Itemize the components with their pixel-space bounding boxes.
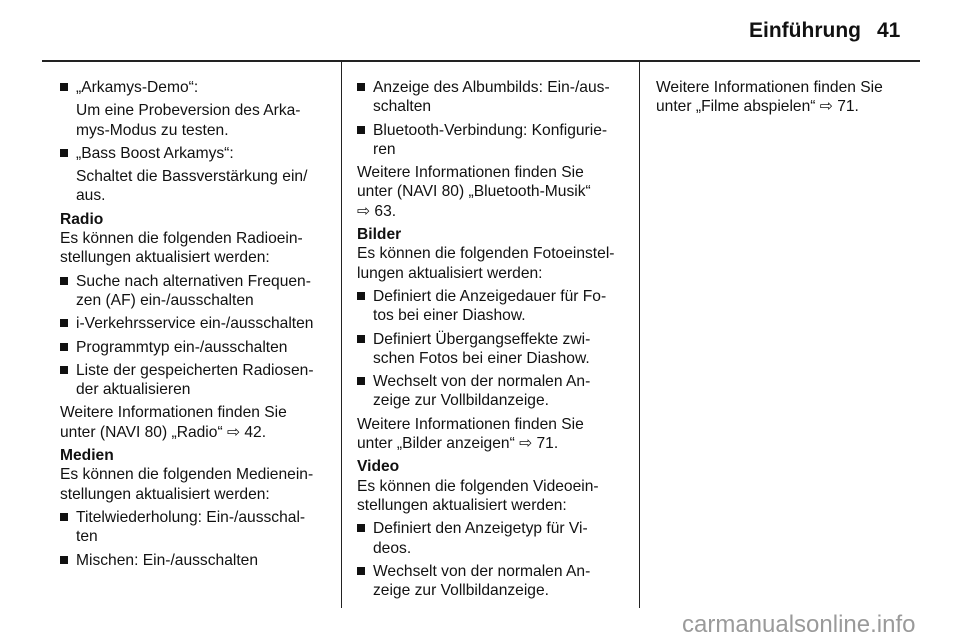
- bullet-item: [357, 372, 633, 391]
- body-text: unter „Filme abspielen“ ⇨ 71.: [656, 98, 859, 116]
- bullet-square-icon: [357, 126, 365, 134]
- bullet-text: Wechselt von der normalen An-: [373, 562, 591, 580]
- body-text: Es können die folgenden Medienein-: [60, 466, 314, 484]
- bullet-item: [60, 338, 336, 357]
- bullet-square-icon: [60, 343, 68, 351]
- bullet-square-icon: [60, 149, 68, 157]
- column-divider-2: [639, 60, 640, 608]
- bullet-text: „Bass Boost Arkamys“:: [76, 144, 234, 162]
- text-column-2: [357, 78, 633, 600]
- bullet-item: [60, 508, 336, 527]
- bullet-item: [357, 121, 633, 140]
- bullet-square-icon: [357, 335, 365, 343]
- bullet-continuation: deos.: [373, 539, 412, 557]
- bullet-item: [60, 314, 336, 333]
- bullet-item: [60, 144, 336, 163]
- bullet-item: [357, 78, 633, 97]
- bullet-square-icon: [60, 366, 68, 374]
- bullet-item: [60, 551, 336, 570]
- bullet-continuation: schalten: [373, 98, 432, 116]
- bullet-square-icon: [357, 524, 365, 532]
- bullet-continuation: zeige zur Vollbildanzeige.: [373, 392, 549, 410]
- bullet-item: [357, 330, 633, 349]
- body-text: unter (NAVI 80) „Bluetooth-Musik“: [357, 183, 591, 201]
- bullet-square-icon: [357, 377, 365, 385]
- bullet-text: Anzeige des Albumbilds: Ein-/aus-: [373, 79, 610, 96]
- body-text: stellungen aktualisiert werden:: [357, 496, 567, 514]
- body-text: Weitere Informationen finden Sie: [656, 79, 883, 96]
- bullet-continuation: zen (AF) ein-/ausschalten: [76, 291, 254, 309]
- bullet-continuation: tos bei einer Diashow.: [373, 307, 526, 325]
- watermark: carmanualsonline.info: [682, 611, 916, 638]
- bullet-text: Definiert die Anzeigedauer für Fo-: [373, 287, 607, 305]
- bullet-item: [60, 78, 336, 97]
- bullet-text: Wechselt von der normalen An-: [373, 373, 591, 391]
- section-heading: Medien: [60, 447, 114, 465]
- page-number: 41: [877, 19, 901, 42]
- body-text: Es können die folgenden Fotoeinstel-: [357, 245, 615, 263]
- bullet-text: Bluetooth-Verbindung: Konfigurie-: [373, 121, 608, 139]
- body-text: stellungen aktualisiert werden:: [60, 485, 270, 503]
- text-column-3: [656, 78, 932, 117]
- bullet-item: [357, 519, 633, 538]
- body-text: stellungen aktualisiert werden:: [60, 249, 270, 267]
- body-text: unter (NAVI 80) „Radio“ ⇨ 42.: [60, 423, 267, 441]
- bullet-square-icon: [60, 513, 68, 521]
- bullet-square-icon: [357, 567, 365, 575]
- bullet-text: Mischen: Ein-/ausschalten: [76, 551, 259, 569]
- bullet-item: [357, 562, 633, 581]
- bullet-text: „Arkamys-Demo“:: [76, 79, 199, 96]
- section-heading: Radio: [60, 210, 104, 228]
- bullet-item: [60, 361, 336, 380]
- bullet-text: i-Verkehrsservice ein-/ausschalten: [76, 315, 314, 333]
- bullet-continuation: schen Fotos bei einer Diashow.: [373, 349, 590, 367]
- bullet-square-icon: [60, 83, 68, 91]
- bullet-text: Titelwiederholung: Ein-/ausschal-: [76, 508, 306, 526]
- body-text: unter „Bilder anzeigen“ ⇨ 71.: [357, 435, 559, 453]
- page-header-title: Einführung: [749, 19, 861, 42]
- bullet-item: [357, 287, 633, 306]
- bullet-text: Definiert Übergangseffekte zwi-: [373, 330, 591, 348]
- body-text: Weitere Informationen finden Sie: [357, 164, 584, 182]
- body-text: Es können die folgenden Radioein-: [60, 230, 303, 248]
- header-divider: [42, 60, 920, 62]
- bullet-continuation: Um eine Probeversion des Arka-: [76, 102, 301, 120]
- bullet-text: Suche nach alternativen Frequen-: [76, 272, 311, 290]
- body-text: lungen aktualisiert werden:: [357, 264, 543, 282]
- bullet-square-icon: [60, 319, 68, 327]
- body-text: Weitere Informationen finden Sie: [60, 404, 287, 422]
- bullet-square-icon: [357, 292, 365, 300]
- bullet-continuation: mys-Modus zu testen.: [76, 121, 229, 139]
- bullet-text: Definiert den Anzeigetyp für Vi-: [373, 520, 588, 538]
- section-heading: Bilder: [357, 226, 402, 244]
- section-heading: Video: [357, 458, 400, 476]
- body-text: ⇨ 63.: [357, 202, 397, 220]
- bullet-square-icon: [357, 83, 365, 91]
- bullet-item: [60, 272, 336, 291]
- column-divider-1: [341, 60, 342, 608]
- body-text: Weitere Informationen finden Sie: [357, 415, 584, 433]
- bullet-text: Programmtyp ein-/ausschalten: [76, 338, 288, 356]
- bullet-continuation: zeige zur Vollbildanzeige.: [373, 582, 549, 600]
- bullet-continuation: Schaltet die Bassverstärkung ein/: [76, 168, 308, 186]
- bullet-text: Liste der gespeicherten Radiosen-: [76, 361, 314, 379]
- bullet-continuation: der aktualisieren: [76, 381, 191, 399]
- bullet-square-icon: [60, 556, 68, 564]
- bullet-square-icon: [60, 277, 68, 285]
- bullet-continuation: ren: [373, 140, 396, 158]
- body-text: Es können die folgenden Videoein-: [357, 477, 599, 495]
- bullet-continuation: ten: [76, 528, 98, 546]
- bullet-continuation: aus.: [76, 187, 106, 205]
- text-column-1: [60, 78, 336, 570]
